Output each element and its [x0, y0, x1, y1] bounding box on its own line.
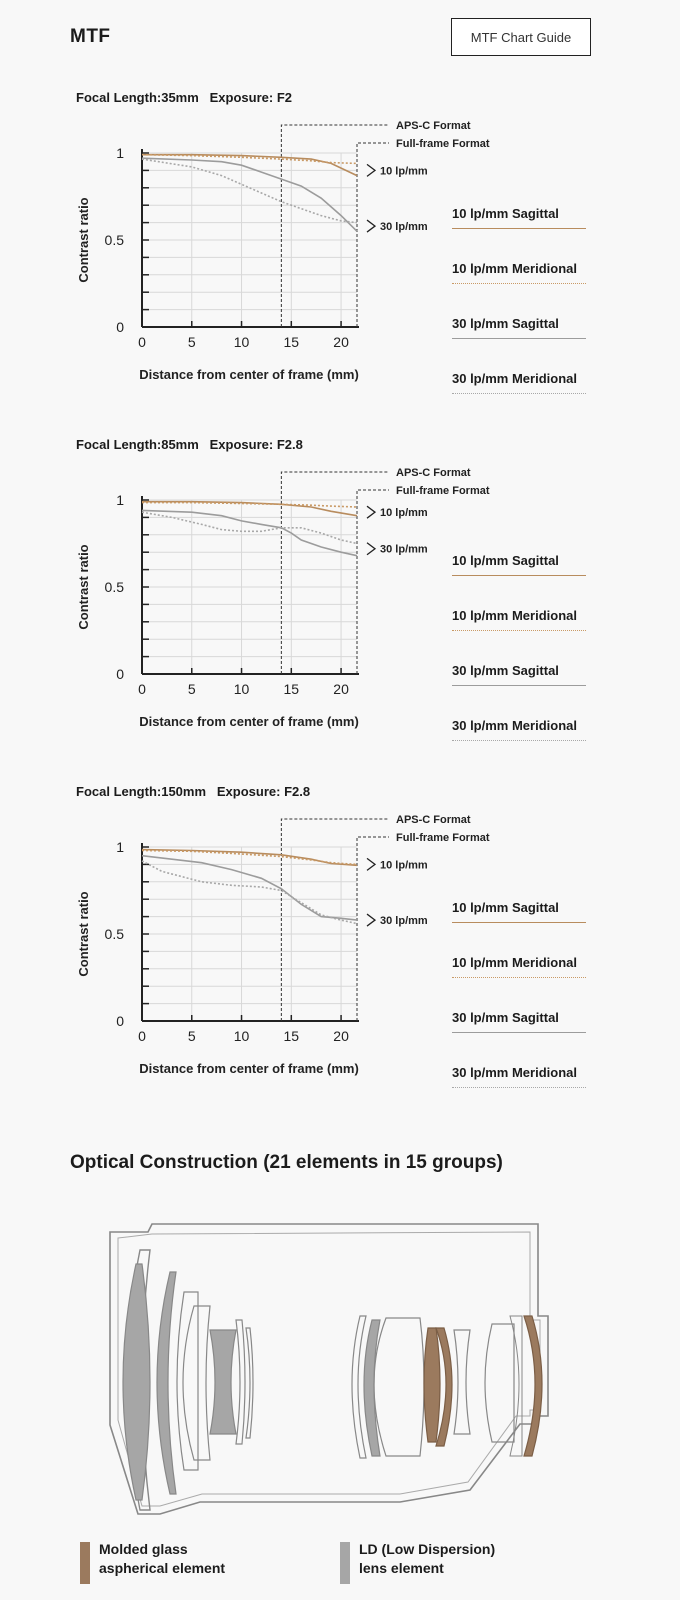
lens-construction-diagram — [100, 1220, 560, 1525]
legend-item — [452, 1063, 586, 1118]
page-title: MTF — [70, 26, 111, 47]
legend-label: 10 lp/mm Sagittal — [452, 553, 559, 568]
apsc-format-label: APS-C Format — [396, 467, 471, 479]
molded-aspherical-element-16 — [524, 1316, 542, 1456]
x-tick-label: 15 — [283, 1028, 300, 1044]
lp10-label: 10 lp/mm — [380, 507, 428, 520]
y-tick-label: 1 — [116, 492, 124, 508]
x-tick-label: 0 — [138, 334, 146, 350]
focal-exposure-title: Focal Length:150mm Exposure: F2.8 — [76, 784, 311, 799]
lp10-label: 10 lp/mm — [380, 165, 428, 178]
legend-item — [452, 314, 586, 369]
mtf-chart-guide-button[interactable]: MTF Chart Guide — [451, 18, 591, 56]
y-tick-label: 0.5 — [104, 232, 124, 248]
legend-label: 10 lp/mm Sagittal — [452, 900, 559, 915]
series-line-30-lp-mm-meridional — [142, 861, 357, 924]
ld-lens-element-3 — [157, 1272, 176, 1494]
series-line-30-lp-mm-sagittal — [142, 856, 357, 920]
series-line-10-lp-mm-sagittal — [142, 502, 357, 516]
fullframe-format-label: Full-frame Format — [396, 485, 490, 497]
legend-item — [452, 953, 586, 1008]
bracket-icon — [367, 220, 375, 232]
lp30-label: 30 lp/mm — [380, 221, 428, 234]
legend-item — [452, 606, 586, 661]
ld-lens-element-6 — [210, 1330, 236, 1434]
focal-exposure-title: Focal Length:85mm Exposure: F2.8 — [76, 437, 303, 452]
legend-item — [452, 259, 586, 314]
legend-line-swatch — [452, 740, 586, 741]
x-tick-label: 10 — [233, 681, 250, 697]
legend-item — [452, 661, 586, 716]
series-line-30-lp-mm-meridional — [142, 512, 357, 543]
ld-lens-element-10 — [364, 1320, 380, 1456]
grid — [142, 153, 357, 327]
ld-lens-element-2 — [123, 1264, 150, 1500]
molded-glass-label-2: aspherical element — [99, 1560, 226, 1576]
molded-glass-swatch — [80, 1542, 90, 1584]
molded-glass-legend — [80, 1540, 225, 1584]
optical-construction-title: Optical Construction (21 elements in 15 groups) — [70, 1152, 503, 1173]
lens-element-7 — [236, 1320, 245, 1444]
ld-element-label-1: LD (Low Dispersion) — [359, 1541, 496, 1557]
mtf-legend — [452, 551, 586, 771]
x-tick-label: 20 — [333, 334, 349, 350]
focal-exposure-title: Focal Length:35mm Exposure: F2 — [76, 90, 293, 105]
apsc-marker-line — [281, 472, 389, 674]
legend-label: 10 lp/mm Sagittal — [452, 206, 559, 221]
legend-item — [452, 898, 586, 953]
y-axis-label: Contrast ratio — [76, 197, 91, 283]
x-axis-label: Distance from center of frame (mm) — [139, 367, 359, 382]
fullframe-format-label: Full-frame Format — [396, 832, 490, 844]
lens-diagram-svg — [100, 1220, 560, 1520]
series-line-30-lp-mm-sagittal — [142, 158, 357, 231]
apsc-format-label: APS-C Format — [396, 120, 471, 132]
legend-label: 30 lp/mm Meridional — [452, 718, 577, 733]
legend-label: 10 lp/mm Meridional — [452, 608, 577, 623]
y-tick-label: 0.5 — [104, 926, 124, 942]
ld-element-label-2: lens element — [359, 1560, 444, 1576]
lens-barrel-inner — [118, 1232, 540, 1506]
bracket-icon — [367, 858, 375, 870]
x-tick-label: 15 — [283, 334, 300, 350]
legend-item — [452, 204, 586, 259]
legend-line-swatch — [452, 685, 586, 686]
lens-barrel-outline — [110, 1224, 548, 1514]
legend-label: 30 lp/mm Sagittal — [452, 316, 559, 331]
y-tick-label: 0.5 — [104, 579, 124, 595]
x-axis-label: Distance from center of frame (mm) — [139, 1061, 359, 1076]
apsc-marker-line — [281, 819, 389, 1021]
y-tick-label: 0 — [116, 319, 124, 335]
apsc-format-label: APS-C Format — [396, 814, 471, 826]
x-axis-label: Distance from center of frame (mm) — [139, 714, 359, 729]
legend-line-swatch — [452, 338, 586, 339]
legend-item — [452, 716, 586, 771]
lens-element-8 — [246, 1328, 253, 1438]
lens-element-11 — [374, 1318, 424, 1456]
x-tick-label: 10 — [233, 334, 250, 350]
x-tick-label: 5 — [187, 334, 196, 350]
x-tick-label: 5 — [187, 1028, 196, 1044]
x-tick-label: 20 — [333, 681, 349, 697]
molded-glass-label-1: Molded glass — [99, 1541, 188, 1557]
molded-aspherical-element-12 — [424, 1328, 440, 1442]
legend-line-swatch — [452, 283, 586, 284]
y-tick-label: 1 — [116, 145, 124, 161]
lens-element-5 — [183, 1306, 210, 1460]
lp30-label: 30 lp/mm — [380, 543, 428, 556]
mtf-chart-85mm — [0, 439, 680, 769]
lens-element-14 — [454, 1330, 470, 1434]
legend-label: 30 lp/mm Meridional — [452, 371, 577, 386]
legend-line-swatch — [452, 393, 586, 394]
legend-item — [452, 551, 586, 606]
y-tick-label: 0 — [116, 1013, 124, 1029]
bracket-icon — [367, 914, 375, 926]
mtf-legend — [452, 898, 586, 1118]
lp10-label: 10 lp/mm — [380, 859, 428, 872]
x-tick-label: 10 — [233, 1028, 250, 1044]
bracket-icon — [367, 543, 375, 555]
y-tick-label: 1 — [116, 839, 124, 855]
y-axis-label: Contrast ratio — [76, 544, 91, 630]
legend-line-swatch — [452, 630, 586, 631]
mtf-chart-150mm — [0, 786, 680, 1116]
ld-element-swatch — [340, 1542, 350, 1584]
legend-line-swatch — [452, 575, 586, 576]
apsc-marker-line — [281, 125, 389, 327]
bracket-icon — [367, 506, 375, 518]
legend-line-swatch — [452, 977, 586, 978]
fullframe-format-label: Full-frame Format — [396, 138, 490, 150]
x-tick-label: 0 — [138, 1028, 146, 1044]
legend-label: 10 lp/mm Meridional — [452, 261, 577, 276]
y-axis-label: Contrast ratio — [76, 891, 91, 977]
legend-label: 30 lp/mm Meridional — [452, 1065, 577, 1080]
mtf-legend — [452, 204, 586, 424]
series-line-10-lp-mm-sagittal — [142, 155, 357, 176]
x-tick-label: 0 — [138, 681, 146, 697]
bracket-icon — [367, 164, 375, 176]
series-line-10-lp-mm-sagittal — [142, 850, 357, 866]
ld-element-legend — [340, 1540, 495, 1584]
lp30-label: 30 lp/mm — [380, 915, 428, 928]
grid — [142, 847, 357, 1021]
x-tick-label: 5 — [187, 681, 196, 697]
x-tick-label: 15 — [283, 681, 300, 697]
grid — [142, 500, 357, 674]
mtf-chart-35mm — [0, 92, 680, 422]
y-tick-label: 0 — [116, 666, 124, 682]
x-tick-label: 20 — [333, 1028, 349, 1044]
legend-item — [452, 1008, 586, 1063]
legend-line-swatch — [452, 1087, 586, 1088]
legend-line-swatch — [452, 228, 586, 229]
legend-label: 30 lp/mm Sagittal — [452, 663, 559, 678]
legend-label: 10 lp/mm Meridional — [452, 955, 577, 970]
legend-line-swatch — [452, 1032, 586, 1033]
lens-element-4 — [177, 1292, 198, 1470]
legend-item — [452, 369, 586, 424]
legend-line-swatch — [452, 922, 586, 923]
legend-label: 30 lp/mm Sagittal — [452, 1010, 559, 1025]
